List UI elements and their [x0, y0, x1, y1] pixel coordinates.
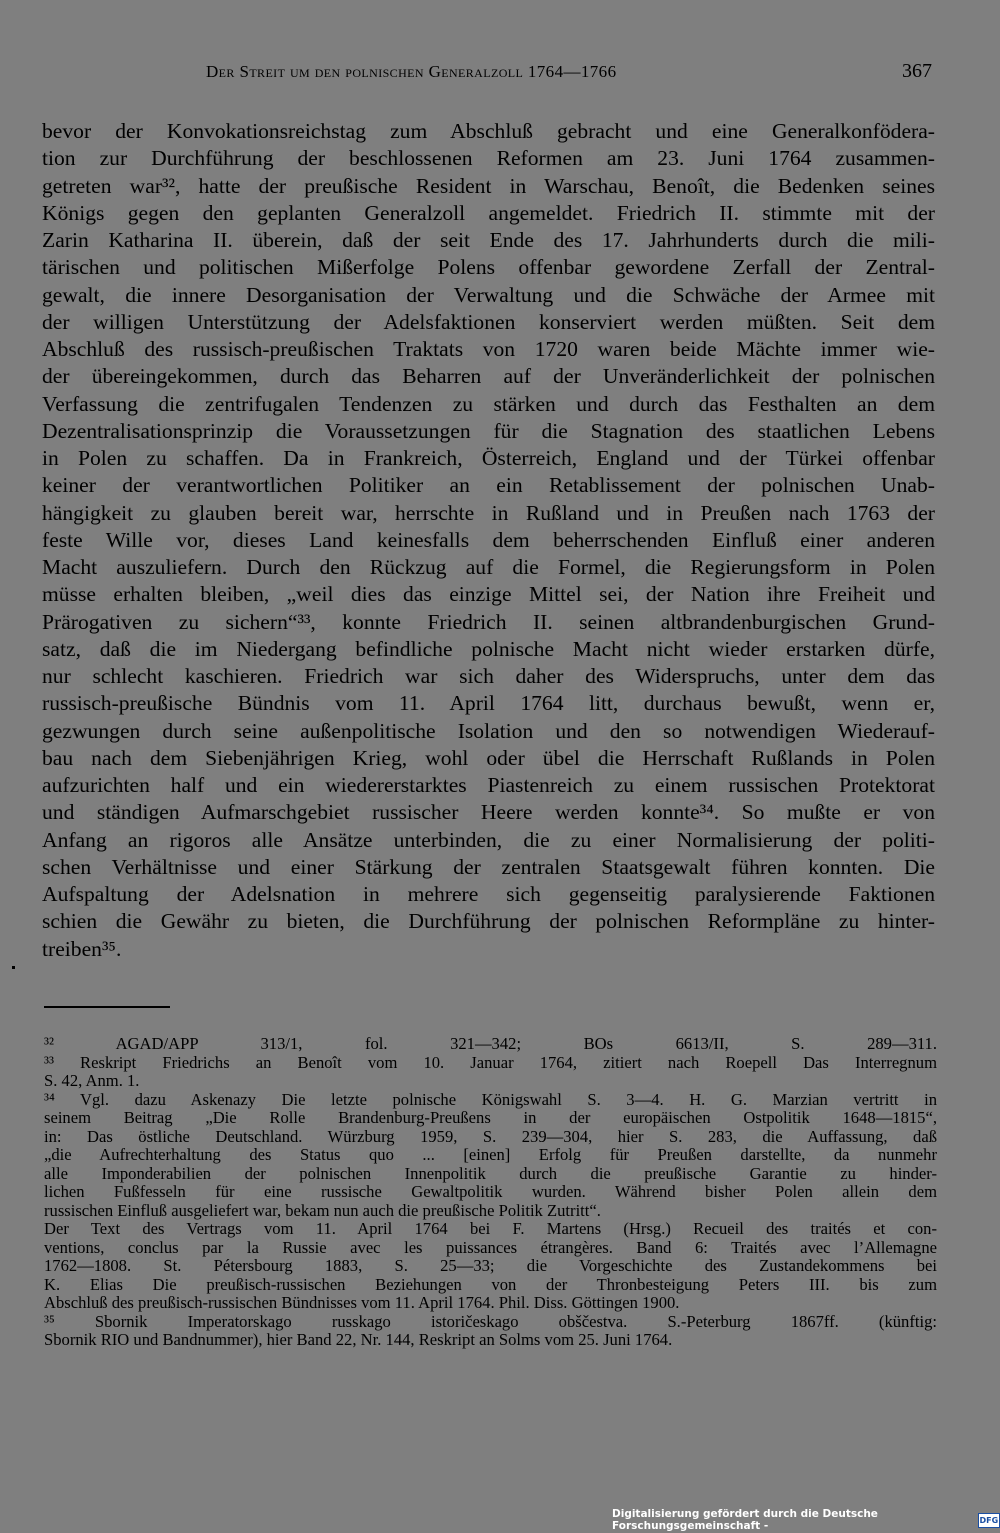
text-line: feste Wille vor, dieses Land keinesfalls dem beherrschenden Einfluß einer anderen [42, 527, 935, 552]
footnote-line: ³⁵ Sbornik Imperatorskago russkago istoričeskago obščestva. S.-Peterburg 1867ff. (künftig: [44, 1311, 937, 1331]
text-line: Dezentralisationsprinzip die Voraussetzungen für die Stagnation des staatlichen Lebens [42, 418, 935, 443]
scan-artifact [12, 966, 15, 969]
text-line: der übereingekommen, durch das Beharren auf der Unveränderlichkeit der polnischen [42, 364, 935, 389]
text-line: Anfang an rigoros alle Ansätze unterbinden, die zu einer Normalisierung der politi- [42, 827, 935, 852]
text-line: hängigkeit zu glauben bereit war, herrschte in Rußland und in Preußen nach 1763 der [42, 500, 935, 525]
text-line: in Polen zu schaffen. Da in Frankreich, Österreich, England und der Türkei offenbar [42, 446, 935, 470]
text-line: bevor der Konvokationsreichstag zum Abschluß gebracht und eine Generalkonfödera- [42, 119, 935, 143]
text-line: treiben³⁵. [42, 936, 122, 961]
text-line: und ständigen Aufmarschgebiet russischer Heere werden konnte³⁴. So mußte er von [42, 800, 935, 825]
footnote-line: ³³ Reskript Friedrichs an Benoît vom 10. Januar 1764, zitiert nach Roepell Das Interregnum [44, 1052, 937, 1072]
text-line: gezwungen durch seine außenpolitische Isolation und den so notwendigen Wiederauf- [42, 718, 935, 743]
footnote-line: K. Elias Die preußisch-russischen Beziehungen von der Thronbesteigung Peters III. bis zum [44, 1274, 937, 1294]
footnotes [44, 1035, 937, 1350]
text-line: Prärogativen zu sichern“³³, konnte Friedrich II. seinen altbrandenburgischen Grund- [42, 609, 935, 634]
digitization-footer [612, 1508, 1000, 1532]
footnote-line: russischen Einfluß ausgeliefert war, bekam nun auch die preußische Politik Zutritt“. [44, 1200, 601, 1220]
text-line: Verfassung die zentrifugalen Tendenzen zu stärken und durch das Festhalten an dem [42, 391, 935, 416]
text-line: russisch-preußische Bündnis vom 11. April 1764 litt, durchaus bewußt, wenn er, [42, 691, 935, 716]
text-line: schien die Gewähr zu bieten, die Durchführung der polnischen Reformpläne zu hinter- [42, 909, 935, 934]
footnote-line: Abschluß des preußisch-russischen Bündnisses vom 11. April 1764. Phil. Diss. Göttingen 1900. [44, 1293, 680, 1312]
text-line: Königs gegen den geplanten Generalzoll angemeldet. Friedrich II. stimmte mit der [42, 200, 935, 225]
dfg-logo-icon: DFG [978, 1513, 1000, 1528]
footnote-line: ³⁴ Vgl. dazu Askenazy Die letzte polnische Königswahl S. 3—4. H. G. Marzian vertritt in [44, 1089, 937, 1109]
footnote-line: in: Das östliche Deutschland. Würzburg 1959, S. 239—304, hier S. 283, die Auffassung, daß [44, 1126, 937, 1146]
text-line: müsse erhalten bleiben, „weil dies das einzige Mittel sei, der Nation ihre Freiheit und [42, 582, 935, 607]
text-line: keiner der verantwortlichen Politiker an ein Retablissement der polnischen Unab- [42, 473, 935, 498]
footnote-line: lichen Fußfesseln für eine russische Gewaltpolitik wurden. Während bisher Polen allein dem [44, 1182, 937, 1201]
text-line: Abschluß des russisch-preußischen Traktats von 1720 waren beide Mächte immer wie- [42, 337, 935, 361]
footnote-line: 1762—1808. St. Pétersbourg 1883, S. 25—33; die Vorgeschichte des Zustandekommens bei [44, 1256, 937, 1275]
footnote-line: „die Aufrechterhaltung des Status quo ... [einen] Erfolg für Preußen darstellte, da nunmehr [44, 1145, 937, 1164]
text-line: getreten war³², hatte der preußische Resident in Warschau, Benoît, die Bedenken seines [42, 173, 935, 198]
text-line: aufzurichten half und ein wiedererstarktes Piastenreich zu einem russischen Protektorat [42, 773, 935, 797]
footnote-line: Sbornik RIO und Bandnummer), hier Band 22, Nr. 144, Reskript an Solms vom 25. Juni 1764. [44, 1330, 673, 1349]
text-line: satz, daß die im Niedergang befindliche polnische Macht nicht wieder erstarken dürfe, [42, 636, 935, 661]
footnote-line: ³² AGAD/APP 313/1, fol. 321—342; BOs 6613/II, S. 289—311. [44, 1034, 937, 1053]
text-line: nur schlecht kaschieren. Friedrich war sich daher des Widerspruchs, unter dem das [42, 664, 935, 688]
main-text [42, 118, 935, 963]
footnote-line: alle Imponderabilien der polnischen Innenpolitik durch die preußische Garantie zu hinder- [44, 1163, 937, 1183]
footnote-line: seinem Beitrag „Die Rolle Brandenburg-Preußens in der europäischen Ostpolitik 1648—1815“, [44, 1108, 937, 1127]
text-line: bau nach dem Siebenjährigen Krieg, wohl oder übel die Herrschaft Rußlands in Polen [42, 745, 935, 770]
text-line: schen Verhältnisse und einer Stärkung der zentralen Staatsgewalt führen konnten. Die [42, 854, 935, 879]
running-head: Der Streit um den polnischen Generalzoll 1764—1766 [206, 62, 617, 81]
text-line: Zarin Katharina II. überein, daß der seit Ende des 17. Jahrhunderts durch die mili- [42, 228, 935, 252]
footnote-divider [44, 1006, 170, 1008]
footnote-line: Der Text des Vertrags vom 11. April 1764 bei F. Martens (Hrsg.) Recueil des traités et con- [44, 1219, 937, 1238]
footnote-line: ventions, conclus par la Russie avec les puissances étrangères. Band 6: Traités avec l’Allemagne [44, 1237, 937, 1257]
text-line: Macht auszuliefern. Durch den Rückzug auf die Formel, die Regierungsform in Polen [42, 555, 935, 579]
text-line: Aufspaltung der Adelsnation in mehrere sich gegenseitig paralysierende Faktionen [42, 882, 935, 906]
page-header [44, 60, 934, 90]
page-number: 367 [902, 60, 932, 82]
footnote-line: S. 42, Anm. 1. [44, 1071, 140, 1090]
text-line: tion zur Durchführung der beschlossenen Reformen am 23. Juni 1764 zusammen- [42, 146, 935, 171]
text-line: der willigen Unterstützung der Adelsfaktionen konserviert werden müßten. Seit dem [42, 309, 935, 334]
footer-credit: Digitalisierung gefördert durch die Deutsche Forschungsgemeinschaft - [612, 1508, 878, 1532]
text-line: tärischen und politischen Mißerfolge Polens offenbar gewordene Zerfall der Zentral- [42, 255, 935, 280]
text-line: gewalt, die innere Desorganisation der Verwaltung und die Schwäche der Armee mit [42, 282, 935, 307]
